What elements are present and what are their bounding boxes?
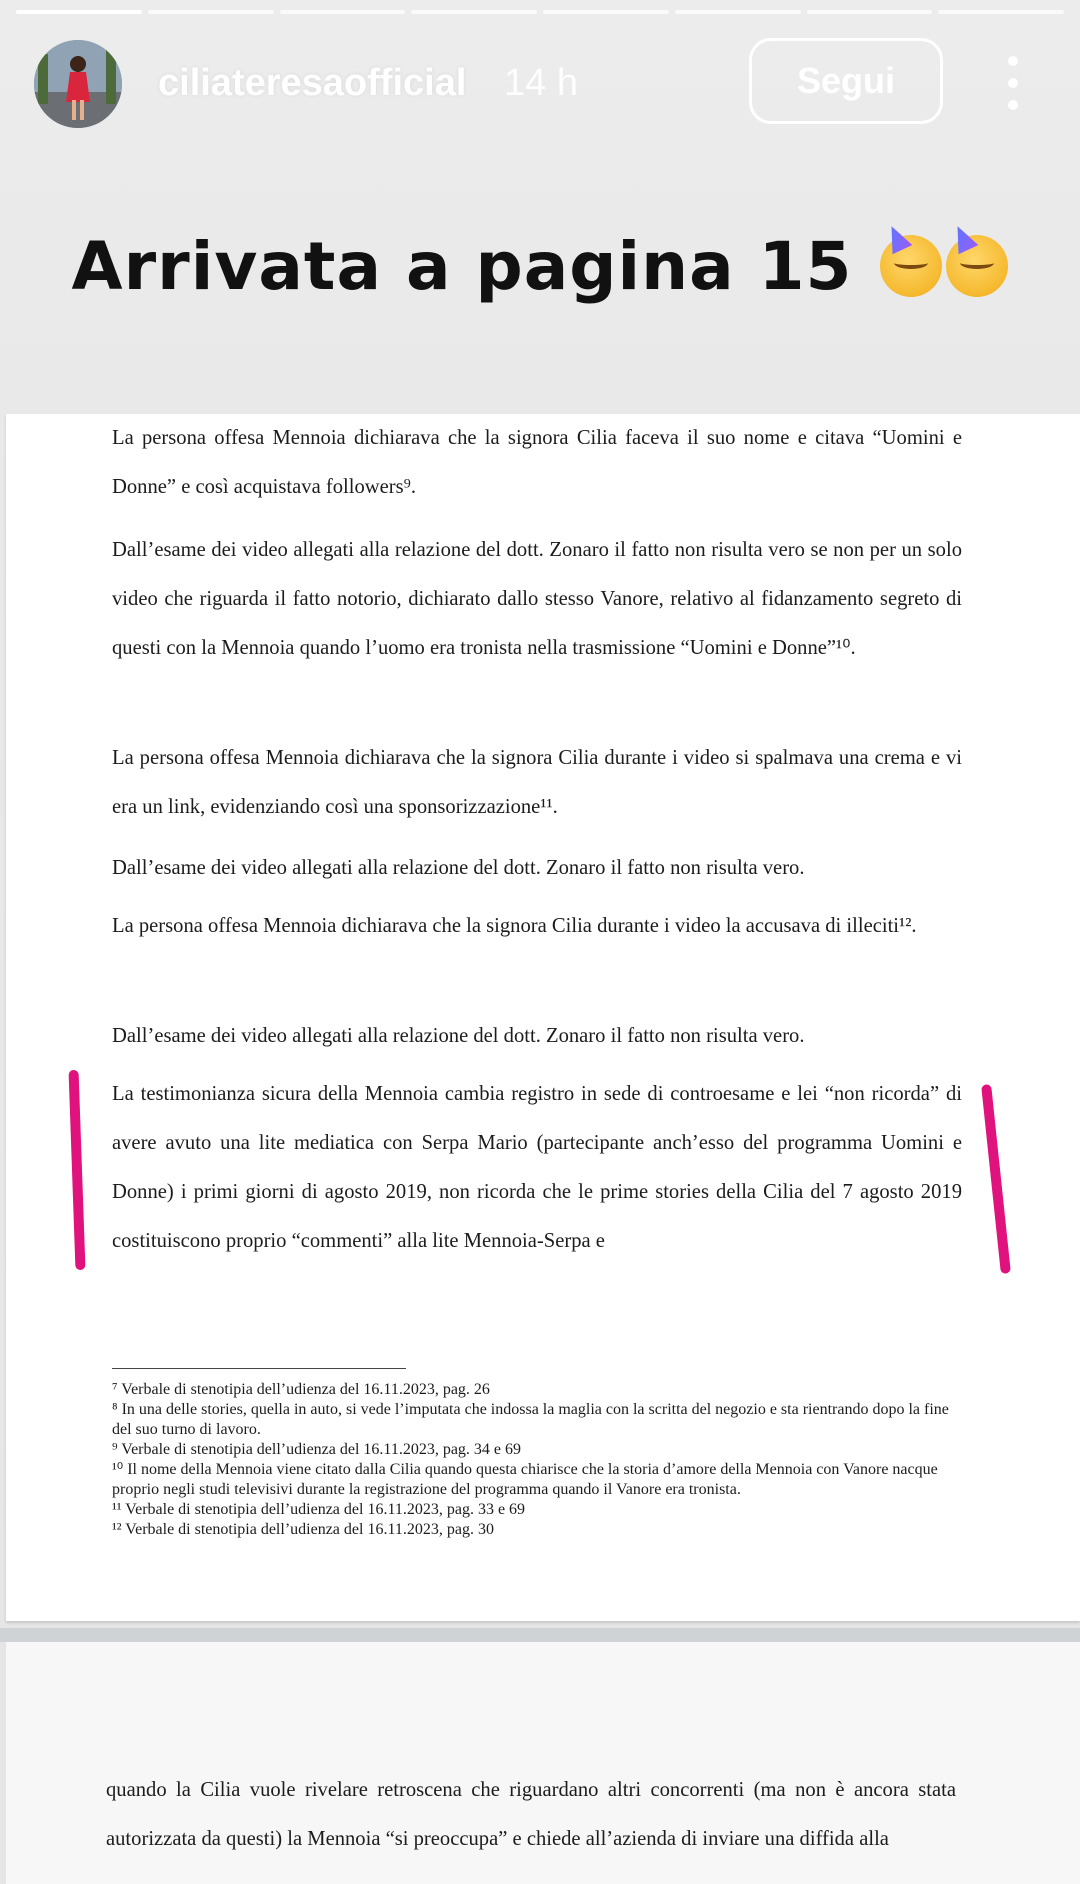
story-progress-segment [807,10,933,14]
footnote: ¹² Verbale di stenotipia dell’udienza del 16.11.2023, pag. 30 [112,1521,494,1538]
story-progress-segment [148,10,274,14]
story-progress-segment [411,10,537,14]
more-options-icon[interactable] [998,56,1028,110]
story-progress-segment [938,10,1064,14]
story-progress-bar [16,10,1064,14]
story-header [0,38,1080,130]
story-progress-segment [543,10,669,14]
partying-face-emoji-icon [880,235,942,297]
footnote: ¹¹ Verbale di stenotipia dell’udienza del 16.11.2023, pag. 33 e 69 [112,1501,526,1518]
document-paragraph: La persona offesa Mennoia dichiarava che la signora Cilia durante i video si spalmava una crema e vi era un link, evidenziando così una sponsorizzazione¹¹. [112,747,962,818]
footnote-divider [112,1368,406,1369]
follow-button[interactable]: Segui [749,38,943,124]
story-caption [0,228,1080,305]
post-time: 14 h [504,62,578,104]
footnote: ⁸ In una delle stories, quella in auto, si vede l’imputata che indossa la maglia con la scritta del negozio e sta rientrando dopo la fine del suo turno di lavoro. [112,1401,949,1438]
document-paragraph: Dall’esame dei video allegati alla relazione del dott. Zonaro il fatto non risulta vero se non per un solo video che riguarda il fatto notorio, dichiarato dallo stesso Vanore, relativo al fidanzamento segreto di questi con la Mennoia quando l’uomo era tronista nella trasmissione “Uomini e Donne”¹⁰. [112,539,962,659]
footnote: ⁹ Verbale di stenotipia dell’udienza del 16.11.2023, pag. 34 e 69 [112,1441,522,1458]
caption-text: Arrivata a pagina 15 [71,228,853,305]
highlight-marker-left [69,1070,86,1270]
document-paragraph: La persona offesa Mennoia dichiarava che la signora Cilia faceva il suo nome e citava “Uomini e Donne” e così acquistava followers⁹. [112,427,962,498]
document-page [6,414,1080,1621]
story-progress-segment [675,10,801,14]
document-paragraph: Dall’esame dei video allegati alla relazione del dott. Zonaro il fatto non risulta vero. [112,1025,805,1047]
username[interactable]: ciliateresaofficial [158,62,467,104]
document-paragraph: quando la Cilia vuole rivelare retroscena che riguardano altri concorrenti (ma non è ancora stata autorizzata da questi) la Mennoia “si preoccupa” e chiede all’azienda di inviare una diffida alla [106,1779,956,1850]
footnote: ¹⁰ Il nome della Mennoia viene citato dalla Cilia quando questa chiarisce che la storia d’amore della Mennoia con Vanore nacque proprio negli studi televisivi durante la registrazione del programma quando il Vanore era tronista. [112,1461,938,1498]
next-document-page [6,1642,1080,1884]
partying-face-emoji-icon [946,235,1008,297]
story-progress-segment [280,10,406,14]
footnote: ⁷ Verbale di stenotipia dell’udienza del 16.11.2023, pag. 26 [112,1381,490,1398]
highlight-marker-right [981,1084,1011,1274]
avatar[interactable] [34,40,122,128]
avatar-photo [34,40,122,128]
document-paragraph: La persona offesa Mennoia dichiarava che la signora Cilia durante i video la accusava di illeciti¹². [112,915,917,937]
page-separator [0,1628,1080,1642]
document-paragraph: La testimonianza sicura della Mennoia cambia registro in sede di controesame e lei “non ricorda” di avere avuto una lite mediatica con Serpa Mario (partecipante anch’esso del programma Uomini e Donne) i primi giorni di agosto 2019, non ricorda che le prime stories della Cilia del 7 agosto 2019 costituiscono proprio “commenti” alla lite Mennoia-Serpa e [112,1083,962,1252]
document-paragraph: Dall’esame dei video allegati alla relazione del dott. Zonaro il fatto non risulta vero. [112,857,805,879]
story-progress-segment [16,10,142,14]
